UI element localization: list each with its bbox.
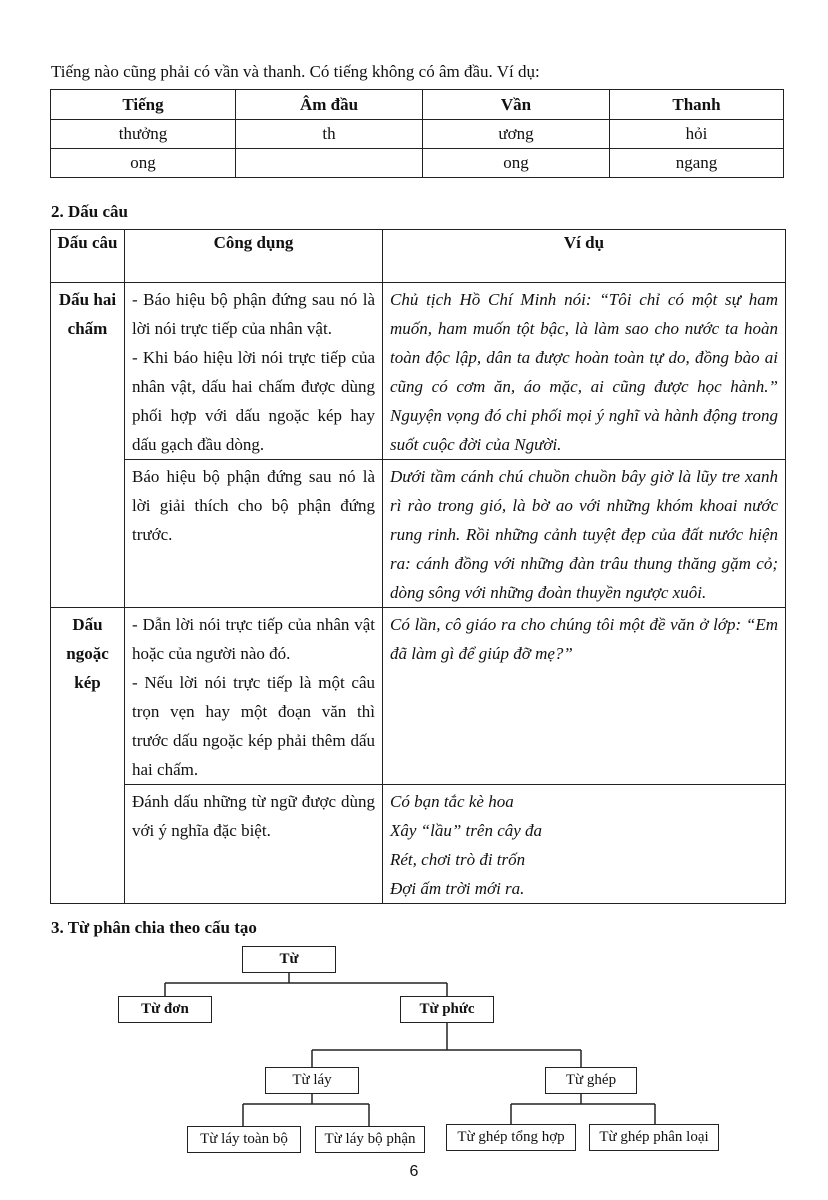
tree-node-tu-phuc: Từ phức bbox=[400, 996, 494, 1023]
table-cell: ong bbox=[51, 149, 236, 178]
punct-name-ngoac-kep: Dấu ngoặc kép bbox=[51, 608, 125, 904]
tree-node-ghep-phan-loai: Từ ghép phân loại bbox=[589, 1124, 719, 1151]
usage-line: - Khi báo hiệu lời nói trực tiếp của nhân vật, dấu hai chấm được dùng phối hợp với dấu ngoặc kép hay dấu gạch đầu dòng. bbox=[132, 348, 375, 454]
col-header-thanh: Thanh bbox=[610, 90, 784, 120]
poem-line: Có bạn tắc kè hoa bbox=[390, 792, 514, 811]
tree-node-lay-toan-bo: Từ láy toàn bộ bbox=[187, 1126, 301, 1153]
tree-node-lay-bo-phan: Từ láy bộ phận bbox=[315, 1126, 425, 1153]
example-line: Có lần, cô giáo ra cho chúng tôi một đề văn ở lớp: “Em đã làm gì để giúp đỡ mẹ?” bbox=[390, 615, 778, 663]
col-header-cong-dung: Công dụng bbox=[125, 230, 383, 283]
section-3-title: 3. Từ phân chia theo cấu tạo bbox=[51, 918, 257, 937]
punct-name-hai-cham: Dấu hai chấm bbox=[51, 283, 125, 608]
usage-line: - Nếu lời nói trực tiếp là một câu trọn vẹn hay một đoạn văn thì trước dấu ngoặc kép phải thêm dấu hai chấm. bbox=[132, 673, 375, 779]
table-cell: hỏi bbox=[610, 120, 784, 149]
col-header-tieng: Tiếng bbox=[51, 90, 236, 120]
tree-node-ghep-tong-hop: Từ ghép tổng hợp bbox=[446, 1124, 576, 1151]
usage-line: - Báo hiệu bộ phận đứng sau nó là lời nói trực tiếp của nhân vật. bbox=[132, 290, 375, 338]
usage-line: Đánh dấu những từ ngữ được dùng với ý nghĩa đặc biệt. bbox=[132, 792, 375, 840]
col-header-dau-cau: Dấu câu bbox=[51, 230, 125, 283]
intro-text: Tiếng nào cũng phải có vần và thanh. Có tiếng không có âm đầu. Ví dụ: bbox=[51, 62, 540, 81]
table-cell: thưởng bbox=[51, 120, 236, 149]
tree-node-tu-lay: Từ láy bbox=[265, 1067, 359, 1094]
usage-line: Báo hiệu bộ phận đứng sau nó là lời giải thích cho bộ phận đứng trước. bbox=[132, 467, 375, 544]
usage-line: - Dẫn lời nói trực tiếp của nhân vật hoặc của người nào đó. bbox=[132, 615, 375, 663]
tree-node-tu-ghep: Từ ghép bbox=[545, 1067, 637, 1094]
poem-line: Rét, chơi trò đi trốn bbox=[390, 850, 526, 869]
section-2-title: 2. Dấu câu bbox=[51, 202, 128, 221]
example-line: Dưới tầm cánh chú chuồn chuồn bây giờ là lũy tre xanh rì rào trong gió, là bờ ao với những khóm khoai nước rung rinh. Rồi những cảnh tuyệt đẹp của đất nước hiện ra: cánh đồng với những đàn trâu thung thăng gặm cỏ; dòng sông với những đoàn thuyền ngược xuôi. bbox=[390, 467, 778, 602]
col-header-van: Vần bbox=[423, 90, 610, 120]
col-header-am-dau: Âm đầu bbox=[236, 90, 423, 120]
table-cell: th bbox=[236, 120, 423, 149]
tree-node-tu: Từ bbox=[242, 946, 336, 973]
poem-line: Xây “lầu” trên cây đa bbox=[390, 821, 543, 840]
page-number: 6 bbox=[409, 1163, 419, 1180]
example-line: Chủ tịch Hồ Chí Minh nói: “Tôi chỉ có một sự ham muốn, ham muốn tột bậc, là làm sao cho nước ta hoàn toàn độc lập, dân ta được hoàn toàn tự do, đồng bào ai cũng có cơm ăn, áo mặc, ai cũng được học hành.” Nguyện vọng đó chi phối mọi ý nghĩ và hành động trong suốt cuộc đời của Người. bbox=[390, 290, 778, 454]
table-cell: ương bbox=[423, 120, 610, 149]
tree-node-tu-don: Từ đơn bbox=[118, 996, 212, 1023]
table-cell: ngang bbox=[610, 149, 784, 178]
poem-line: Đợi ấm trời mới ra. bbox=[390, 879, 525, 898]
table-cell: ong bbox=[423, 149, 610, 178]
col-header-vi-du: Ví dụ bbox=[383, 230, 786, 283]
